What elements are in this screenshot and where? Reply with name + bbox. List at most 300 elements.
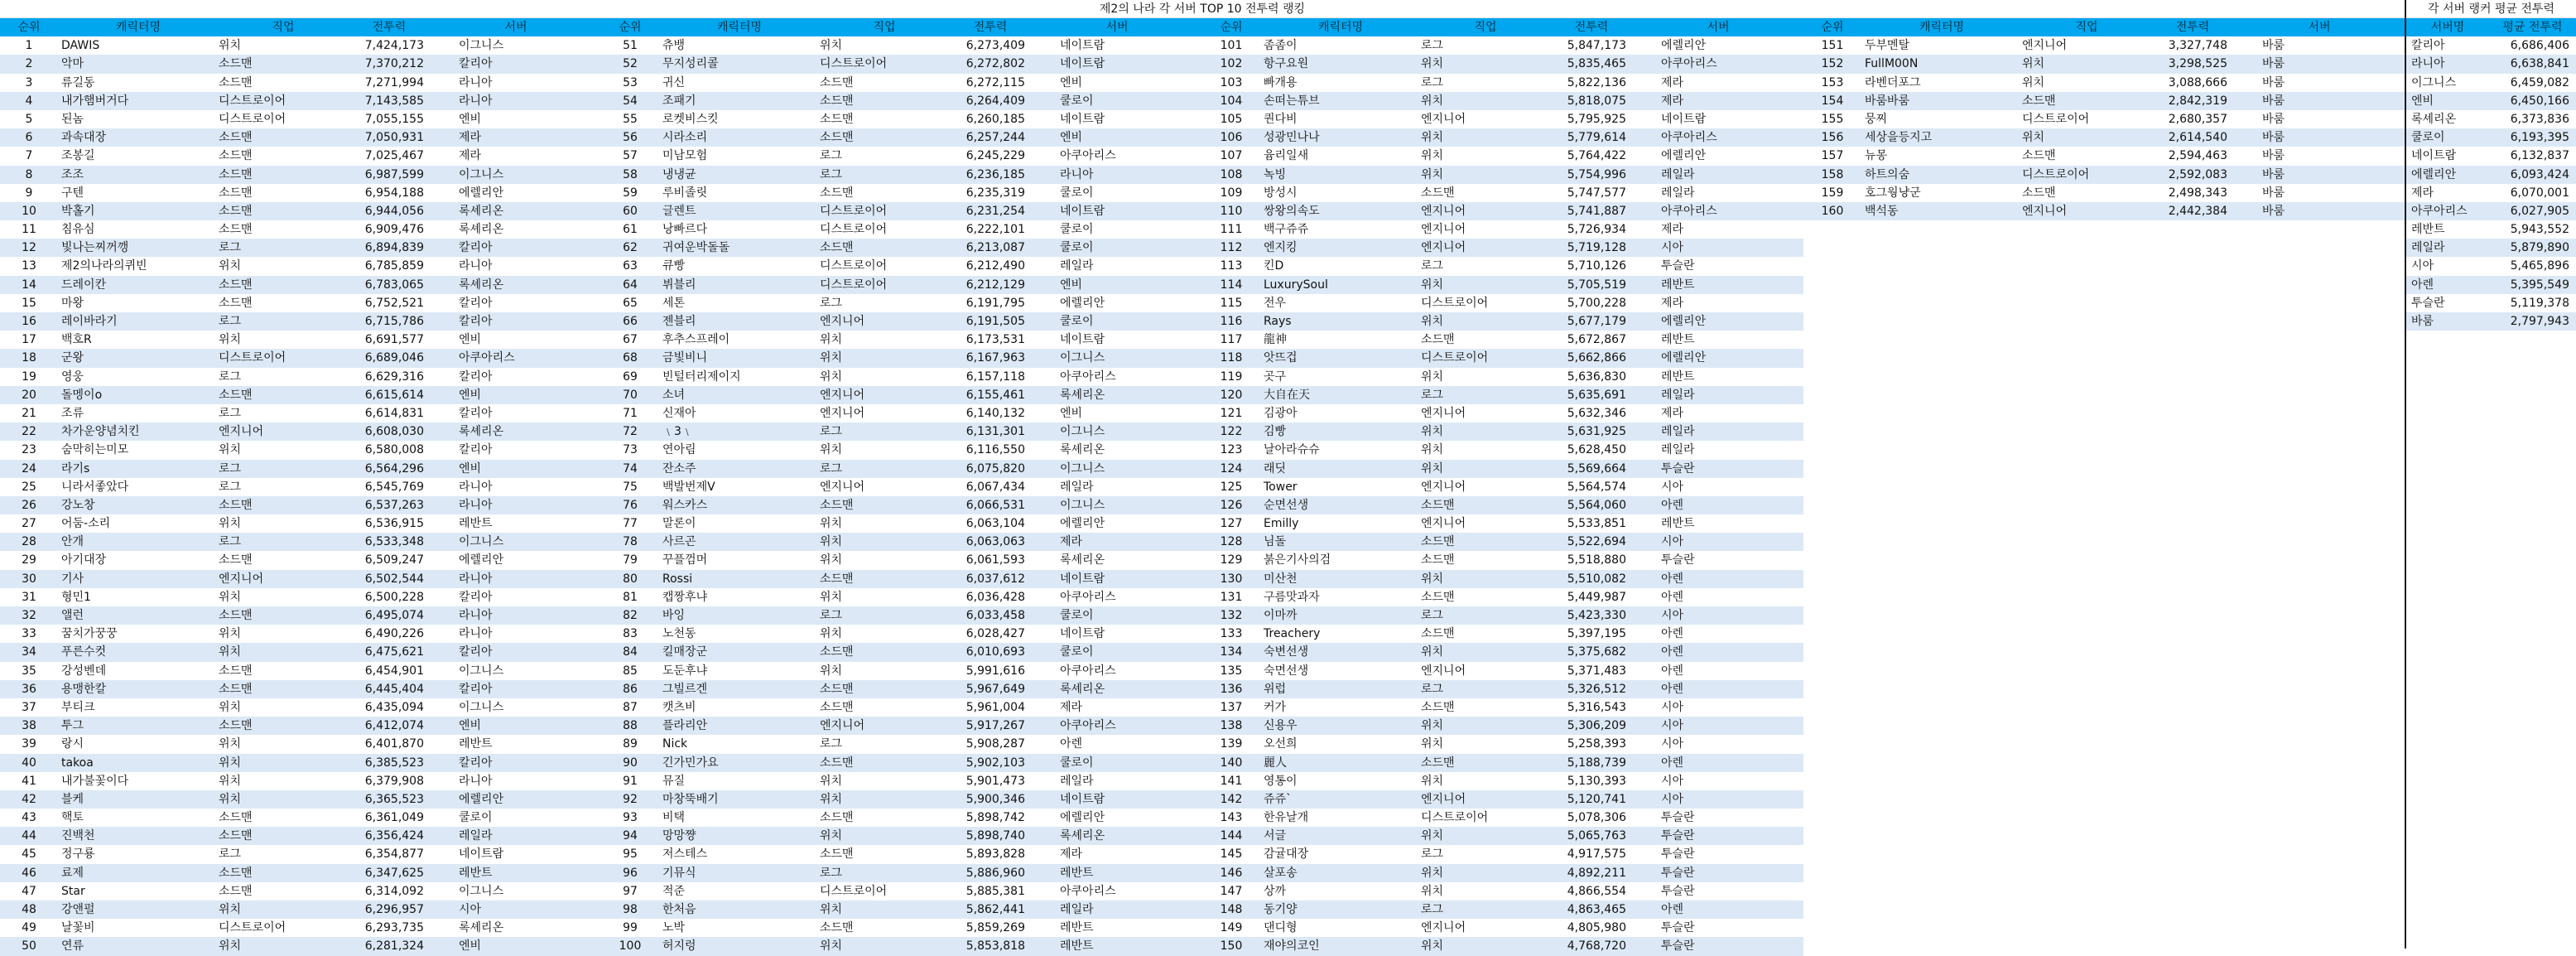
table-row: [601, 919, 1202, 937]
table-row: [601, 110, 1202, 128]
table-row: [1202, 698, 1803, 717]
table-row: [601, 331, 1202, 349]
header-rank: 순위: [1821, 21, 1844, 34]
average-row: [2406, 110, 2576, 128]
table-row: [1202, 514, 1803, 533]
table-row: [601, 864, 1202, 882]
table-row: [1803, 147, 2405, 165]
job-cell: 위치: [1421, 884, 1444, 898]
average-server-cell: 제라: [2411, 186, 2434, 200]
rank-cell: 23: [22, 443, 36, 457]
table-row: [1202, 625, 1803, 643]
server-cell: 엔비: [459, 461, 482, 476]
empty-row: [1803, 294, 2405, 312]
job-cell: 소드맨: [1421, 333, 1455, 347]
table-row: [601, 294, 1202, 312]
server-cell: 아렌: [1661, 756, 1684, 770]
rank-cell: 53: [623, 75, 638, 89]
header-cp: 전투력: [1574, 21, 1609, 34]
rank-cell: 114: [1220, 278, 1243, 292]
job-cell: 위치: [820, 553, 843, 567]
rank-cell: 1: [25, 39, 33, 53]
job-cell: 위치: [820, 664, 843, 678]
cp-cell: 4,805,980: [1567, 921, 1626, 935]
name-cell: takoa: [61, 756, 94, 770]
server-cell: 에렐리안: [1060, 517, 1105, 531]
server-cell: 록셰리온: [459, 921, 504, 935]
server-cell: 아쿠아리스: [459, 351, 515, 365]
rank-cell: 70: [623, 388, 638, 402]
cp-cell: 5,710,126: [1567, 259, 1626, 273]
cp-cell: 5,741,887: [1567, 204, 1626, 218]
ranking-block-51-100: [601, 18, 1202, 956]
job-cell: 엔지니어: [820, 480, 865, 494]
table-row: [1202, 128, 1803, 147]
header-cp: 전투력: [973, 21, 1008, 34]
name-cell: 위럽: [1264, 682, 1287, 696]
name-cell: 영통이: [1264, 774, 1298, 788]
server-cell: 엔비: [1060, 406, 1083, 420]
cp-cell: 5,662,866: [1567, 351, 1626, 365]
cp-cell: 5,764,422: [1567, 149, 1626, 163]
job-cell: 디스트로이어: [820, 884, 888, 898]
cp-cell: 2,842,319: [2168, 94, 2227, 108]
rank-cell: 140: [1220, 756, 1243, 770]
table-row: [1202, 754, 1803, 772]
empty-row: [1803, 882, 2405, 900]
table-row: [601, 368, 1202, 386]
empty-row: [1803, 919, 2405, 937]
name-cell: Treachery: [1264, 627, 1321, 641]
job-cell: 소드맨: [219, 866, 253, 880]
server-cell: 아렌: [1661, 903, 1684, 916]
server-cell: 이그니스: [459, 167, 504, 181]
table-row: [601, 606, 1202, 625]
rank-cell: 43: [22, 811, 36, 825]
job-cell: 위치: [820, 590, 843, 604]
table-row: [1202, 845, 1803, 863]
job-cell: 위치: [219, 774, 242, 788]
rank-cell: 7: [25, 149, 33, 163]
rank-cell: 110: [1220, 204, 1243, 218]
cp-cell: 6,412,074: [364, 719, 424, 733]
job-cell: 로그: [820, 737, 843, 751]
rank-cell: 29: [22, 553, 36, 567]
rank-cell: 32: [22, 609, 36, 622]
job-cell: 위치: [219, 903, 242, 916]
name-cell: 적준: [662, 884, 686, 898]
server-cell: 이그니스: [459, 39, 504, 53]
name-cell: 소녀: [662, 388, 686, 402]
server-cell: 이그니스: [459, 535, 504, 549]
name-cell: 레이바라기: [61, 315, 118, 328]
header-name: 캐릭터명: [716, 21, 763, 34]
server-cell: 레일라: [1661, 167, 1695, 181]
name-cell: 푸른수컷: [61, 645, 107, 659]
server-cell: 칼리아: [459, 590, 493, 604]
table-row: [601, 625, 1202, 643]
cp-cell: 6,987,599: [364, 167, 424, 181]
average-server-cell: 아렌: [2411, 278, 2434, 292]
header-job: 직업: [272, 21, 295, 34]
server-cell: 쿨로이: [1060, 609, 1094, 622]
server-cell: 투슬란: [1661, 811, 1695, 825]
name-cell: 차가운양념치킨: [61, 425, 140, 439]
empty-row: [1803, 643, 2405, 661]
cp-cell: 6,401,870: [364, 737, 424, 751]
header-row: [1803, 18, 2405, 36]
server-cell: 아렌: [1661, 664, 1684, 678]
name-cell: 된놈: [61, 112, 84, 126]
job-cell: 위치: [820, 535, 843, 549]
rank-cell: 12: [22, 241, 36, 255]
cp-cell: 7,143,585: [364, 94, 424, 108]
cp-cell: 5,306,209: [1567, 719, 1626, 733]
rank-cell: 134: [1220, 645, 1243, 659]
name-cell: 두부멘탈: [1865, 39, 1910, 53]
rank-cell: 37: [22, 700, 36, 714]
job-cell: 위치: [219, 756, 242, 770]
name-cell: 숙변선생: [1264, 645, 1309, 659]
cp-cell: 6,222,101: [965, 223, 1025, 237]
server-cell: 쿨로이: [1060, 223, 1094, 237]
server-cell: 시아: [1661, 774, 1684, 788]
job-cell: 소드맨: [820, 700, 854, 714]
rank-cell: 10: [22, 204, 36, 218]
server-cell: 제라: [1060, 700, 1083, 714]
cp-cell: 5,628,450: [1567, 443, 1626, 457]
empty-row: [1803, 606, 2405, 625]
name-cell: 정구룡: [61, 847, 95, 862]
job-cell: 엔지니어: [820, 315, 865, 328]
empty-row: [1803, 386, 2405, 404]
table-row: [0, 166, 601, 184]
name-cell: 기사: [61, 572, 84, 586]
empty-row: [1803, 239, 2405, 257]
table-row: [601, 551, 1202, 569]
server-cell: 록셰리온: [1060, 829, 1105, 843]
header-server: 서버: [1105, 21, 1129, 34]
job-cell: 소드맨: [1421, 535, 1455, 549]
average-value-cell: 6,193,395: [2510, 131, 2569, 145]
table-row: [601, 937, 1202, 955]
rank-cell: 123: [1220, 443, 1243, 457]
server-cell: 네이트람: [1060, 627, 1105, 641]
job-cell: 소드맨: [820, 847, 854, 862]
cp-cell: 6,785,859: [364, 259, 424, 273]
empty-row: [1803, 698, 2405, 717]
cp-cell: 5,859,269: [965, 921, 1025, 935]
name-cell: 쌍왕의속도: [1264, 204, 1320, 218]
table-row: [601, 257, 1202, 275]
name-cell: 플라리안: [662, 719, 708, 733]
empty-row: [1803, 331, 2405, 349]
job-cell: 소드맨: [1421, 700, 1455, 714]
table-row: [601, 147, 1202, 165]
server-cell: 록셰리온: [1060, 682, 1105, 696]
table-row: [601, 404, 1202, 422]
name-cell: 형민1: [61, 590, 91, 604]
rank-cell: 63: [623, 259, 638, 273]
table-row: [601, 55, 1202, 73]
job-cell: 로그: [1421, 388, 1444, 402]
job-cell: 소드맨: [820, 498, 854, 512]
server-cell: 시아: [1661, 700, 1684, 714]
job-cell: 소드맨: [219, 388, 253, 402]
cp-cell: 5,078,306: [1567, 811, 1626, 825]
name-cell: 숨막히는미모: [61, 443, 129, 457]
table-row: [1202, 864, 1803, 882]
server-cell: 투슬란: [1661, 884, 1695, 898]
cp-cell: 2,498,343: [2168, 186, 2227, 200]
cp-cell: 5,397,195: [1567, 627, 1626, 641]
server-cell: 이그니스: [1060, 498, 1105, 512]
cp-cell: 6,365,523: [364, 792, 424, 806]
header-cp: 전투력: [2175, 21, 2210, 34]
table-row: [601, 514, 1202, 533]
rank-cell: 139: [1220, 737, 1243, 751]
name-cell: 세상을등지고: [1865, 131, 1933, 145]
table-row: [1202, 570, 1803, 588]
rank-cell: 34: [22, 645, 36, 659]
table-row: [601, 220, 1202, 239]
name-cell: 캡짱후냐: [662, 590, 708, 604]
cp-cell: 6,067,434: [965, 480, 1025, 494]
name-cell: 신재아: [662, 406, 696, 420]
server-cell: 쿨로이: [459, 811, 493, 825]
name-cell: 투그: [61, 719, 84, 733]
job-cell: 소드맨: [1421, 627, 1455, 641]
server-cell: 엔비: [1060, 131, 1083, 145]
name-cell: 침유심: [61, 223, 95, 237]
average-server-cell: 이그니스: [2411, 75, 2457, 89]
job-cell: 위치: [820, 627, 843, 641]
server-cell: 레반트: [459, 517, 493, 531]
cp-cell: 6,116,550: [965, 443, 1025, 457]
server-cell: 이그니스: [459, 884, 504, 898]
name-cell: 동기양: [1264, 903, 1298, 916]
job-cell: 위치: [219, 333, 242, 347]
server-cell: 레일라: [1060, 903, 1094, 916]
table-row: [1202, 422, 1803, 441]
table-row: [0, 827, 601, 845]
name-cell: 곳구: [1264, 369, 1287, 384]
table-row: [0, 404, 601, 422]
server-cell: 에렐리안: [459, 792, 504, 806]
server-cell: 에렐리안: [459, 186, 504, 200]
server-cell: 바룸: [2262, 39, 2285, 53]
cp-cell: 5,822,136: [1567, 75, 1626, 89]
name-cell: 박홀기: [61, 204, 95, 218]
cp-cell: 4,768,720: [1567, 939, 1626, 954]
server-cell: 제라: [1661, 75, 1684, 89]
empty-row: [1803, 717, 2405, 735]
table-row: [0, 312, 601, 331]
average-row: [2406, 147, 2576, 165]
empty-row: [1803, 551, 2405, 569]
server-cell: 아렌: [1060, 737, 1083, 751]
rank-cell: 55: [623, 112, 638, 126]
cp-cell: 5,533,851: [1567, 517, 1626, 531]
server-cell: 아렌: [1661, 590, 1684, 604]
ranking-block-151-160: [1803, 18, 2405, 956]
job-cell: 엔지니어: [820, 719, 865, 733]
name-cell: 백구쥬쥬: [1264, 223, 1309, 237]
table-row: [1202, 166, 1803, 184]
server-cell: 레일라: [459, 829, 493, 843]
job-cell: 소드맨: [219, 719, 253, 733]
cp-cell: 5,677,179: [1567, 315, 1626, 328]
average-server-cell: 엔비: [2411, 94, 2434, 108]
job-cell: 위치: [219, 39, 242, 53]
ranking-block-1-50: [0, 18, 601, 956]
cp-cell: 5,795,925: [1567, 112, 1626, 126]
table-row: [1202, 220, 1803, 239]
rank-cell: 38: [22, 719, 36, 733]
server-cell: 레반트: [1661, 278, 1695, 292]
server-cell: 바룸: [2262, 75, 2285, 89]
rank-cell: 145: [1220, 847, 1243, 862]
name-cell: 영웅: [61, 369, 84, 384]
server-cell: 투슬란: [1661, 921, 1695, 935]
cp-cell: 6,691,577: [364, 333, 424, 347]
average-server-cell: 아쿠아리스: [2411, 204, 2468, 218]
rank-cell: 72: [623, 425, 638, 439]
table-row: [1803, 36, 2405, 55]
server-cell: 레일라: [1661, 443, 1695, 457]
job-cell: 로그: [1421, 259, 1444, 273]
job-cell: 소드맨: [1421, 498, 1455, 512]
rank-cell: 69: [623, 369, 638, 384]
average-value-cell: 6,132,837: [2510, 149, 2569, 163]
cp-cell: 5,065,763: [1567, 829, 1626, 843]
table-row: [1202, 937, 1803, 955]
job-cell: 로그: [820, 296, 843, 310]
cp-cell: 6,445,404: [364, 682, 424, 696]
server-cell: 엔비: [459, 333, 482, 347]
name-cell: 낭빠르다: [662, 223, 708, 237]
server-cell: 라니아: [1060, 167, 1094, 181]
table-row: [0, 349, 601, 367]
server-cell: 시아: [1661, 737, 1684, 751]
server-cell: 투슬란: [1661, 461, 1695, 476]
job-cell: 엔지니어: [1421, 921, 1466, 935]
cp-cell: 5,747,577: [1567, 186, 1626, 200]
header-row: [601, 18, 1202, 36]
name-cell: 허지렁: [662, 939, 696, 954]
table-row: [1202, 386, 1803, 404]
job-cell: 위치: [820, 351, 843, 365]
average-row: [2406, 128, 2576, 147]
empty-row: [1803, 864, 2405, 882]
server-cell: 시아: [1661, 480, 1684, 494]
job-cell: 엔지니어: [1421, 792, 1466, 806]
cp-cell: 5,835,465: [1567, 57, 1626, 71]
rank-cell: 104: [1220, 94, 1243, 108]
table-row: [0, 422, 601, 441]
table-row: [601, 202, 1202, 220]
job-cell: 위치: [1421, 131, 1444, 145]
rank-cell: 117: [1220, 333, 1243, 347]
rank-cell: 159: [1821, 186, 1844, 200]
rank-cell: 11: [22, 223, 36, 237]
server-cell: 칼리아: [459, 443, 493, 457]
rank-cell: 122: [1220, 425, 1243, 439]
job-cell: 소드맨: [219, 186, 253, 200]
cp-cell: 6,954,188: [364, 186, 424, 200]
name-cell: Star: [61, 884, 85, 898]
table-row: [0, 625, 601, 643]
name-cell: 금빛비니: [662, 351, 708, 365]
average-row: [2406, 202, 2576, 220]
cp-cell: 6,909,476: [364, 223, 424, 237]
average-row: [2406, 220, 2576, 239]
cp-cell: 5,423,330: [1567, 609, 1626, 622]
name-cell: 냉냉균: [662, 167, 696, 181]
job-cell: 소드맨: [219, 278, 253, 292]
server-cell: 에렐리안: [1661, 315, 1707, 328]
job-cell: 위치: [820, 333, 843, 347]
average-value-cell: 5,943,552: [2510, 223, 2569, 237]
average-value-cell: 6,459,082: [2510, 75, 2569, 89]
job-cell: 위치: [219, 737, 242, 751]
table-row: [0, 588, 601, 606]
job-cell: 위치: [219, 792, 242, 806]
server-cell: 제라: [1661, 223, 1684, 237]
rank-cell: 20: [22, 388, 36, 402]
cp-cell: 4,892,211: [1567, 866, 1626, 880]
cp-cell: 5,719,128: [1567, 241, 1626, 255]
rank-cell: 94: [623, 829, 638, 843]
average-server-cell: 에렐리안: [2411, 167, 2457, 181]
rank-cell: 21: [22, 406, 36, 420]
server-cell: 칼리아: [459, 406, 493, 420]
job-cell: 위치: [1421, 572, 1444, 586]
rank-cell: 14: [22, 278, 36, 292]
rank-cell: 158: [1821, 167, 1844, 181]
server-cell: 쿨로이: [1060, 315, 1094, 328]
rank-cell: 64: [623, 278, 638, 292]
cp-cell: 6,314,092: [364, 884, 424, 898]
side-header-server: 서버명: [2430, 21, 2465, 34]
name-cell: 앨런: [61, 609, 84, 622]
server-cell: 아쿠아리스: [1060, 884, 1116, 898]
name-cell: 조패기: [662, 94, 696, 108]
name-cell: 노천동: [662, 627, 696, 641]
table-row: [0, 276, 601, 294]
rank-cell: 155: [1821, 112, 1844, 126]
rank-cell: 52: [623, 57, 638, 71]
header-rank: 순위: [17, 21, 41, 34]
server-cell: 아쿠아리스: [1661, 131, 1717, 145]
name-cell: 재야의코인: [1264, 939, 1320, 954]
rank-cell: 2: [25, 57, 33, 71]
name-cell: 살포송: [1264, 866, 1298, 880]
table-row: [0, 460, 601, 478]
name-cell: 마창뚝배기: [662, 792, 719, 806]
rank-cell: 102: [1220, 57, 1243, 71]
job-cell: 소드맨: [219, 57, 253, 71]
empty-row: [1803, 533, 2405, 551]
server-cell: 록셰리온: [459, 223, 504, 237]
name-cell: 龍神: [1264, 333, 1287, 347]
cp-cell: 5,900,346: [965, 792, 1025, 806]
server-cell: 레반트: [1060, 921, 1094, 935]
job-cell: 소드맨: [219, 553, 253, 567]
table-row: [601, 312, 1202, 331]
job-cell: 소드맨: [1421, 756, 1455, 770]
name-cell: 무지성리콜: [662, 57, 719, 71]
